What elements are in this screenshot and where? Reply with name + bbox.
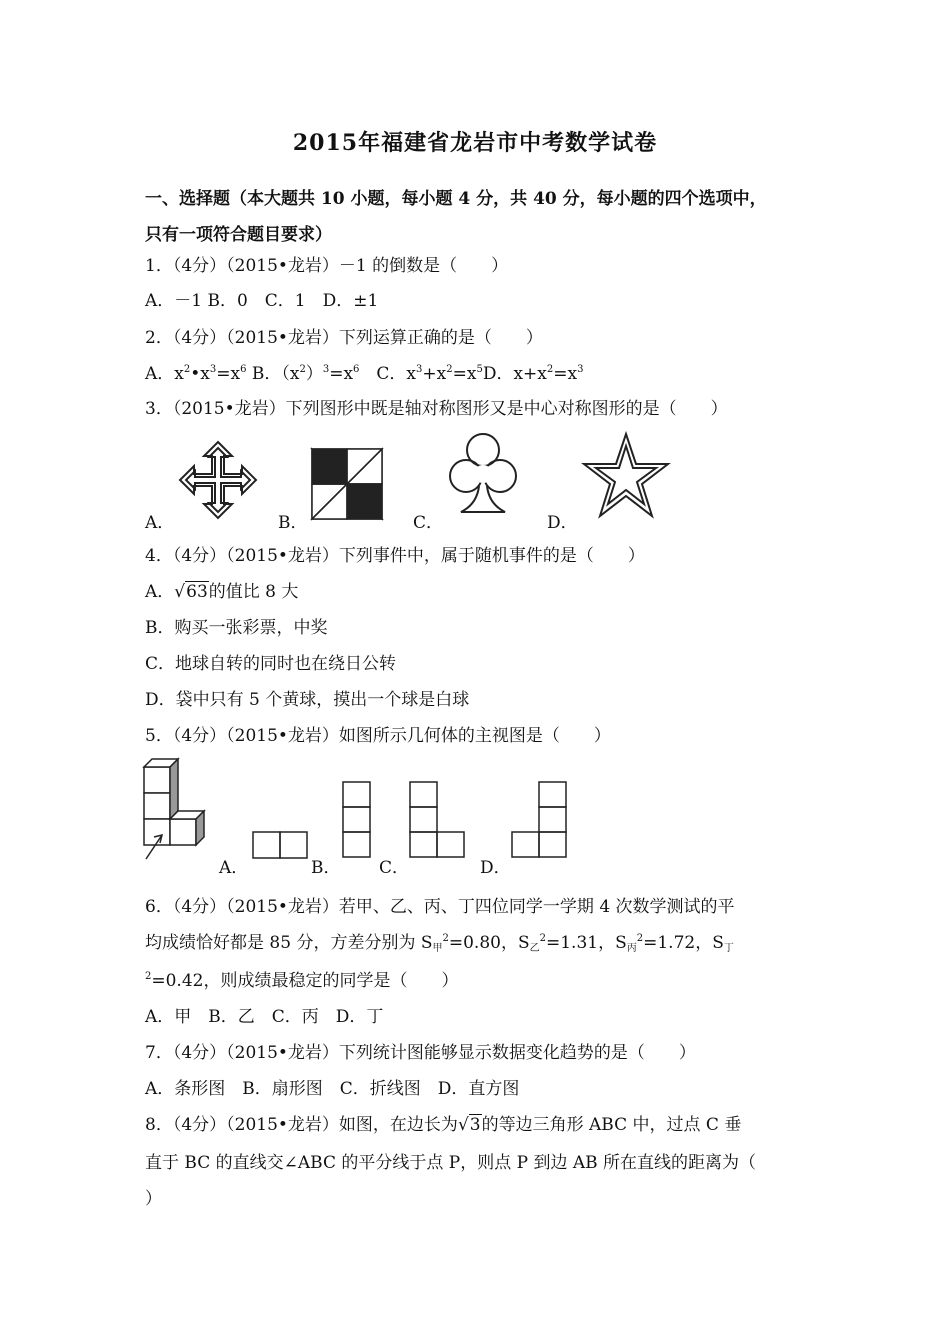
- q8-line2: 直于 BC 的直线交∠ABC 的平分线于点 P，则点 P 到边 AB 所在直线的距离为（: [145, 1153, 757, 1173]
- q7-stem: 7．（4分）（2015•龙岩）下列统计图能够显示数据变化趋势的是（ ）: [145, 1043, 696, 1063]
- q3-option-c-label: C．: [413, 513, 444, 533]
- q3-option-a-label: A．: [145, 513, 175, 533]
- q5-solid-figure: [140, 757, 210, 863]
- q2-options: A．$x^2•x^3=x^6$ B．$(x^2)^3=x^6$ C．$x^3+x^2=x^5D$．$x+x^2=x^3$: [145, 364, 584, 384]
- q7-options: A．条形图 B．扇形图 C．折线图 D．直方图: [145, 1079, 520, 1099]
- section-heading-line2: 只有一项符合题目要求）: [145, 225, 332, 245]
- section-heading-line1: 一、选择题（本大题共 10 小题，每小题 4 分，共 40 分，每小题的四个选项中，: [145, 189, 767, 209]
- q3-stem: 3．（2015•龙岩）下列图形中既是轴对称图形又是中心对称图形的是（ ）: [145, 399, 728, 419]
- q5-option-d-view: [510, 781, 568, 859]
- q3-option-b-label: B．: [278, 513, 308, 533]
- q4-stem: 4．（4分）（2015•龙岩）下列事件中，属于随机事件的是（ ）: [145, 546, 645, 566]
- q8-line1: 8．（4分）（2015•龙岩）如图，在边长为√3的等边三角形 ABC 中，过点 C 垂: [145, 1115, 742, 1135]
- q4-option-b: B．购买一张彩票，中奖: [145, 618, 328, 638]
- q5-option-c-label: C．: [379, 858, 410, 878]
- q1-stem: 1．（4分）（2015•龙岩）－1 的倒数是（ ）: [145, 256, 509, 276]
- q6-line2: 均成绩恰好都是 85 分，方差分别为 $S_甲^2=0.80$，$S_乙^2=1.31$，$S_丙^2=1.72$，$S_丁$: [145, 933, 734, 954]
- q3-figure-d-star: [582, 432, 670, 520]
- page-title: 2015年福建省龙岩市中考数学试卷: [292, 130, 658, 156]
- q5-stem: 5．（4分）（2015•龙岩）如图所示几何体的主视图是（ ）: [145, 726, 611, 746]
- q6-line3: $^2$=0.42，则成绩最稳定的同学是（ ）: [145, 971, 459, 991]
- q4-option-a: A．√63的值比 8 大: [145, 582, 299, 602]
- q3-option-d-label: D．: [547, 513, 578, 533]
- q5-option-b-label: B．: [311, 858, 341, 878]
- q6-line1: 6．（4分）（2015•龙岩）若甲、乙、丙、丁四位同学一学期 4 次数学测试的平: [145, 897, 735, 917]
- q2-stem: 2．（4分）（2015•龙岩）下列运算正确的是（ ）: [145, 328, 543, 348]
- q5-option-c-view: [409, 781, 465, 859]
- q4-option-c: C．地球自转的同时也在绕日公转: [145, 654, 397, 674]
- q3-figure-b-pinwheel: [311, 448, 383, 520]
- q6-options: A．甲 B．乙 C．丙 D．丁: [145, 1007, 384, 1027]
- q3-figure-c-club: [447, 430, 519, 516]
- q5-option-b-view: [342, 781, 372, 859]
- q3-figure-a-arrow-cross: [178, 440, 258, 522]
- q8-line3: ）: [145, 1189, 162, 1209]
- q5-option-a-label: A．: [219, 858, 249, 878]
- q1-options: A．－1 B．0 C．1 D．±1: [145, 291, 379, 311]
- q5-option-a-view: [252, 831, 308, 859]
- q4-option-d: D．袋中只有 5 个黄球，摸出一个球是白球: [145, 690, 470, 710]
- q5-option-d-label: D．: [480, 858, 511, 878]
